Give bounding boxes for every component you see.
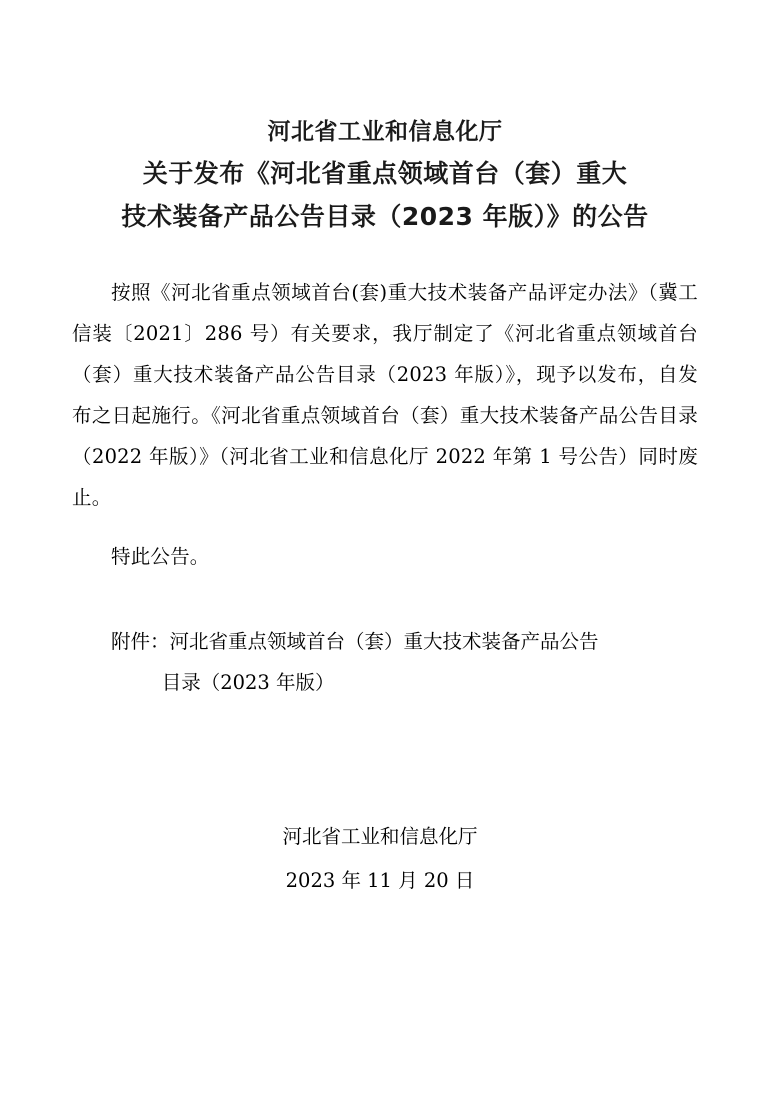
- title-line-1: 河北省工业和信息化厅: [267, 119, 503, 145]
- signature-date: 2023 年 11 月 20 日: [285, 869, 475, 892]
- attachment-line-1: 附件：河北省重点领域首台（套）重大技术装备产品公告: [111, 630, 599, 653]
- attachment-section: [72, 621, 698, 703]
- attachment-line-2: 目录（2023 年版）: [161, 671, 335, 694]
- body-paragraph-1: 按照《河北省重点领域首台(套)重大技术装备产品评定办法》（冀工信装〔2021〕286 号）有关要求，我厅制定了《河北省重点领域首台（套）重大技术装备产品公告目录（2023 年版）》，现予以发布，自发布之日起施行。《河北省重点领域首台（套）重大技术装备产品公告目录（2022 年版）》（河北省工业和信息化厅 2022 年第 1 号公告）同时废止。: [72, 281, 698, 509]
- title-line-2: 关于发布《河北省重点领域首台（套）重大: [142, 159, 628, 188]
- signature-issuer: 河北省工业和信息化厅: [282, 825, 478, 848]
- document-body: [72, 272, 698, 577]
- document-title: [72, 0, 698, 238]
- signature-section: [72, 815, 698, 903]
- title-line-3: 技术装备产品公告目录（2023 年版）》的公告: [121, 202, 649, 231]
- body-paragraph-2: 特此公告。: [111, 545, 210, 568]
